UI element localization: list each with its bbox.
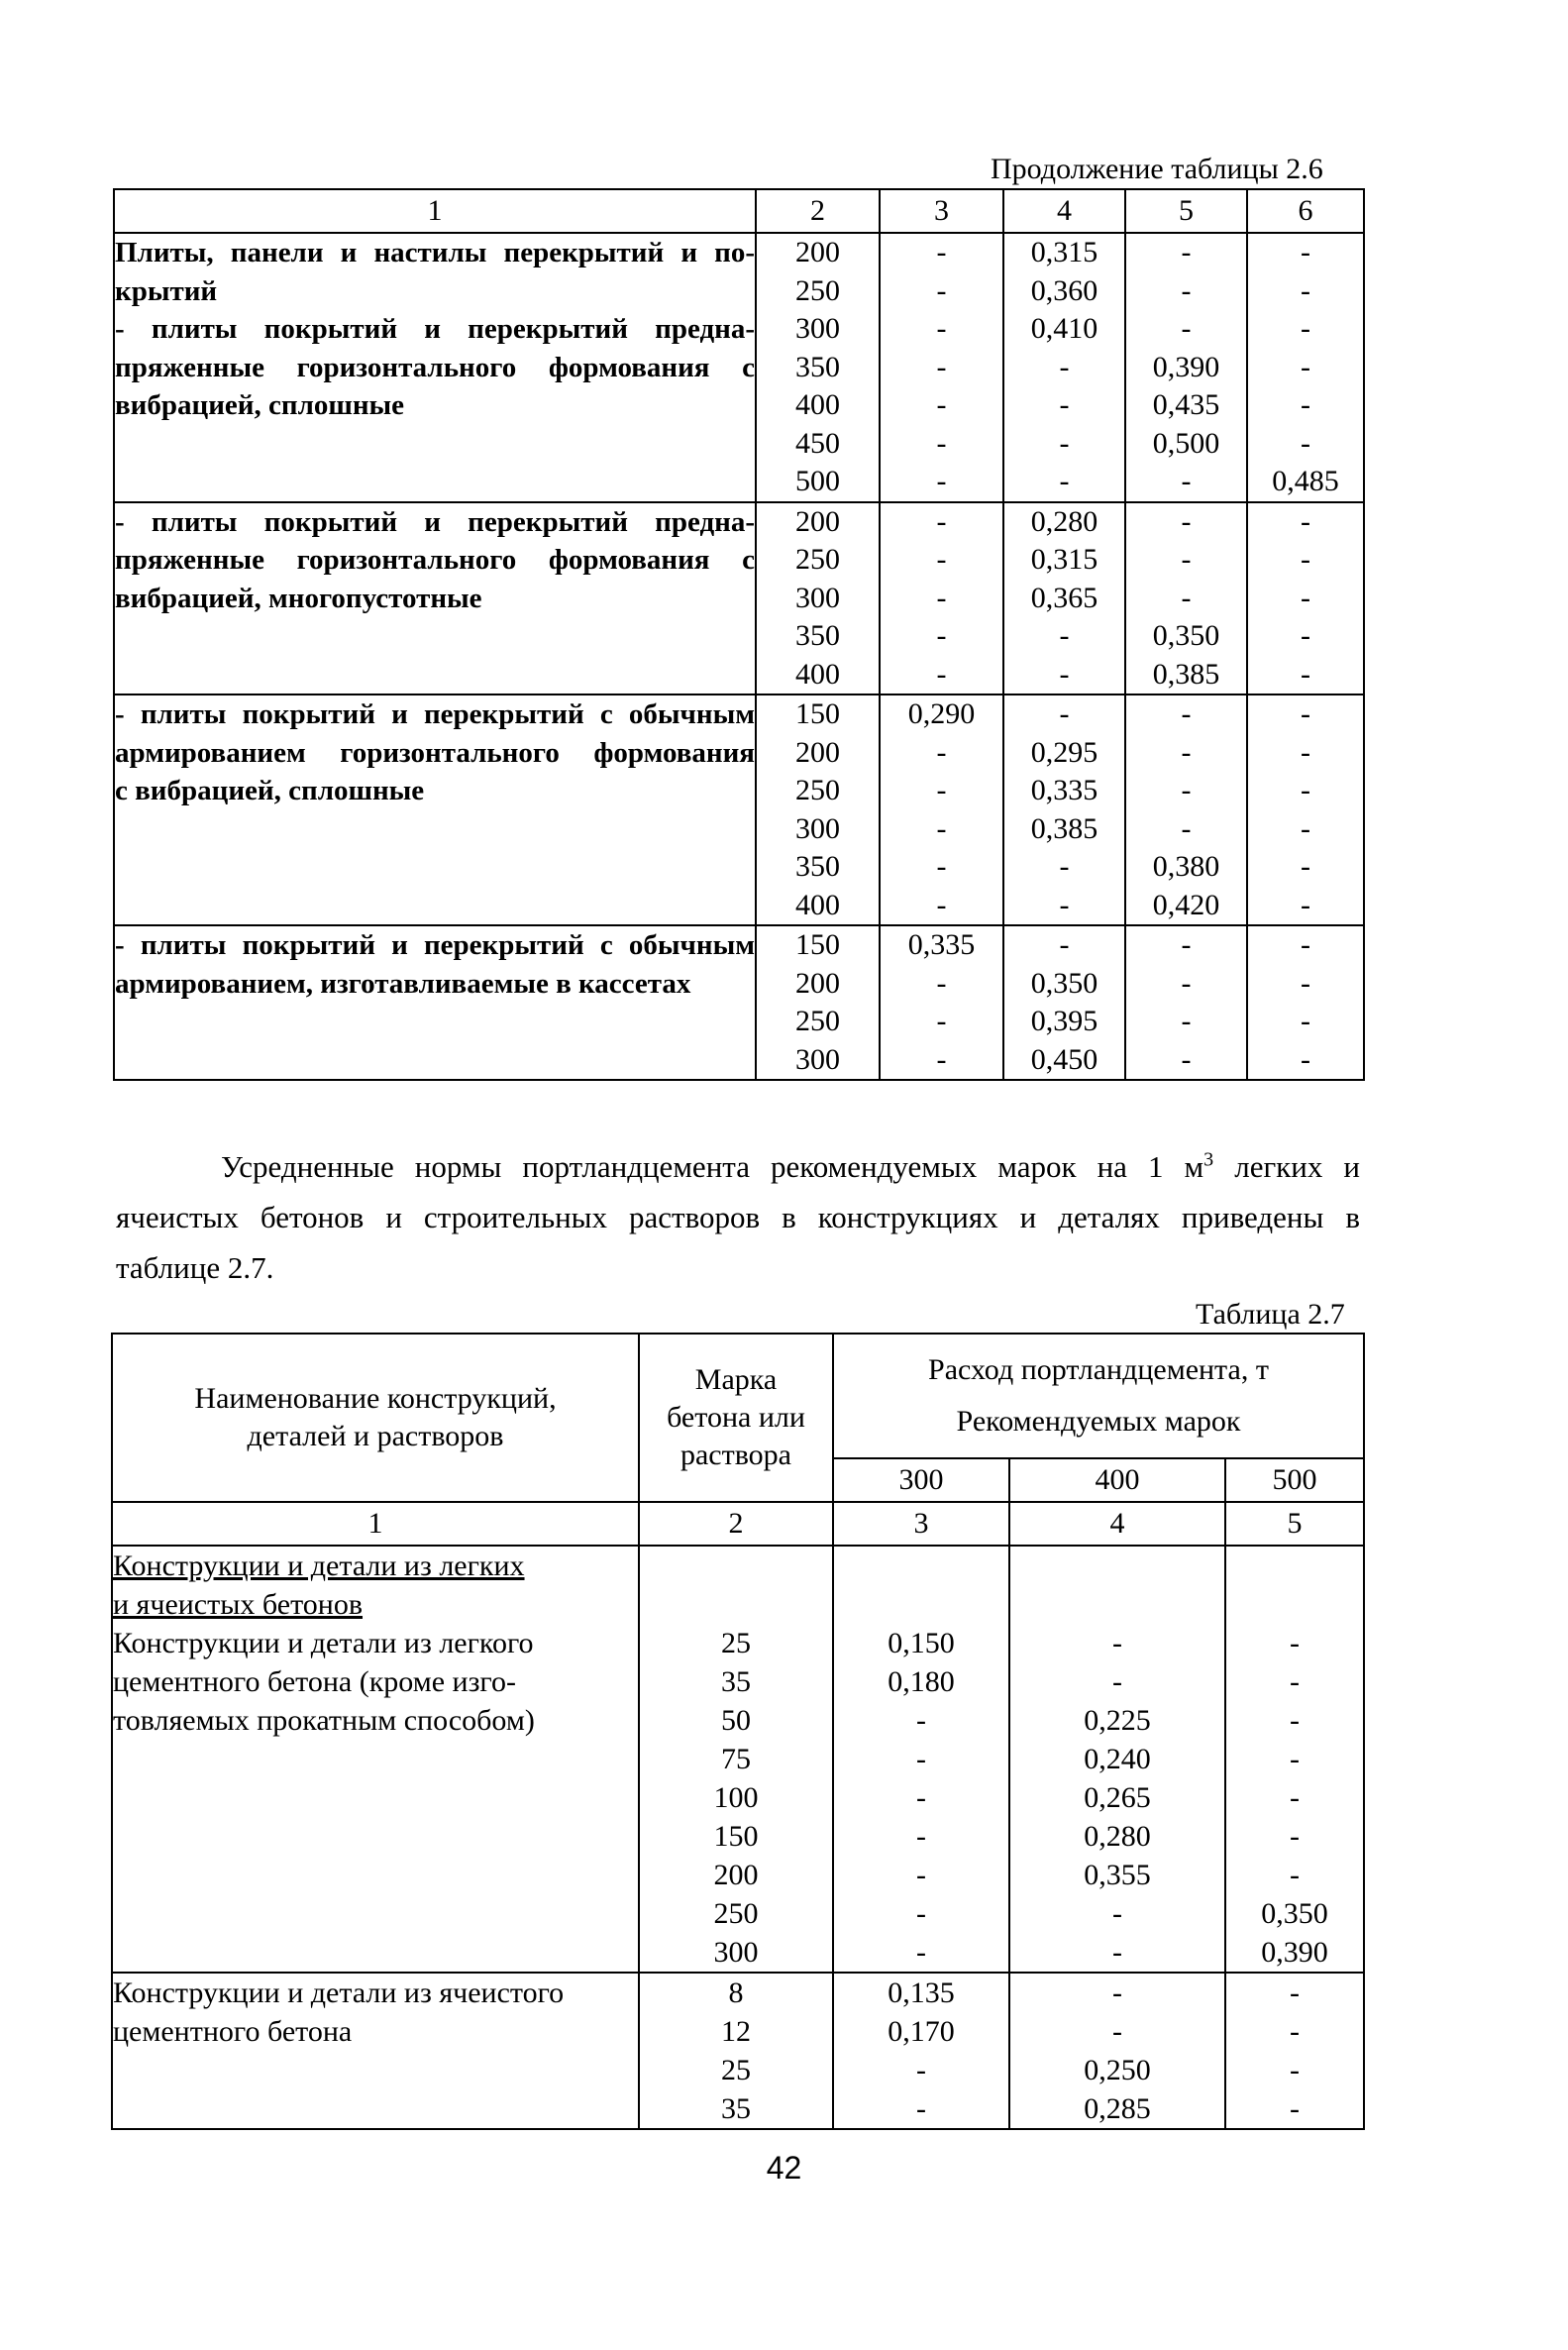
table-cell: 0,250: [1084, 2054, 1151, 2086]
table-cell: -: [1181, 312, 1192, 345]
table-cell: -: [1290, 1627, 1300, 1659]
table-cell: -: [1181, 966, 1192, 1000]
description-line: - плиты покрытий и перекрытий предна-: [115, 505, 755, 538]
table-cell: 450: [795, 426, 840, 460]
description-line: - плиты покрытий и перекрытий с обычным: [115, 929, 755, 961]
table-cell: -: [1181, 774, 1192, 806]
table-2-7-caption: Таблица 2.7: [1196, 1298, 1345, 1331]
blank-line: [834, 1585, 1008, 1624]
table-cell: -: [1301, 236, 1310, 268]
table-cell: -: [916, 2092, 926, 2125]
header-row: [114, 189, 1364, 233]
column-number: 2: [639, 1502, 833, 1546]
value-column-4: [1003, 502, 1125, 695]
table-cell: 0,280: [1084, 1820, 1151, 1853]
table-cell: -: [916, 1897, 926, 1930]
value-column-6: [1247, 502, 1364, 695]
value-column-4: [1003, 694, 1125, 925]
blank-line: [1226, 1547, 1363, 1585]
table-cell: -: [1301, 581, 1310, 614]
table-cell: 0,225: [1084, 1704, 1151, 1737]
table-row: [112, 1546, 1364, 1973]
table-cell: -: [1290, 1820, 1300, 1853]
table-cell: -: [916, 1743, 926, 1775]
table-cell: 250: [795, 774, 840, 806]
table-cell: -: [1301, 504, 1310, 538]
table-cell: 0,285: [1084, 2092, 1151, 2125]
description-line: крытий: [115, 274, 218, 307]
table-cell: -: [1290, 1665, 1300, 1698]
value-column-2: [756, 233, 880, 502]
table-cell: -: [1290, 1976, 1300, 2009]
col-consumption-header-line: Рекомендуемых марок: [956, 1405, 1241, 1438]
value-column-3: [880, 233, 1003, 502]
table-cell: -: [1290, 1704, 1300, 1737]
table-cell: -: [936, 1005, 947, 1037]
table-cell: -: [1301, 1005, 1310, 1037]
column-header: 2: [756, 189, 880, 233]
row-description: [114, 233, 756, 502]
description-line: вибрацией, многопустотные: [115, 582, 482, 614]
table-cell: 300: [795, 312, 840, 345]
table-cell: 150: [795, 928, 840, 961]
table-cell: 0,135: [888, 1976, 955, 2009]
value-column-3: [833, 1973, 1009, 2129]
table-cell: -: [1290, 2092, 1300, 2125]
paragraph-line-1: [116, 1141, 1360, 1192]
table-cell: -: [916, 2054, 926, 2086]
section-title: Конструкции и детали из легких: [113, 1549, 525, 1582]
table-cell: 200: [795, 504, 840, 538]
col-consumption-header: [833, 1334, 1364, 1458]
blank-line: [640, 1547, 832, 1585]
column-number: 5: [1225, 1502, 1364, 1546]
table-cell: -: [1301, 966, 1310, 1000]
value-column-6: [1247, 694, 1364, 925]
table-cell: -: [936, 236, 947, 268]
value-column-5: [1125, 233, 1247, 502]
table-cell: 0,335: [907, 928, 976, 961]
table-cell: -: [936, 966, 947, 1000]
table-cell: -: [1301, 657, 1310, 691]
value-column-6: [1247, 925, 1364, 1080]
description-line: с вибрацией, сплошные: [115, 775, 425, 806]
column-header: 3: [880, 189, 1003, 233]
table-cell: 300: [795, 1042, 840, 1076]
table-cell: 250: [795, 1005, 840, 1037]
table-cell: -: [916, 1781, 926, 1814]
paragraph-text-b: легких и: [1213, 1149, 1360, 1184]
table-cell: 500: [795, 465, 840, 497]
value-column-2: [639, 1546, 833, 1973]
row-description: [112, 1546, 639, 1973]
table-cell: 0,395: [1030, 1005, 1098, 1037]
table-cell: 0,385: [1030, 811, 1098, 845]
column-number: 1: [112, 1502, 639, 1546]
paragraph-line-3: таблице 2.7.: [116, 1250, 274, 1285]
table-cell: 0,380: [1152, 850, 1220, 883]
table-cell: 0,350: [1152, 619, 1220, 652]
column-header: 4: [1003, 189, 1125, 233]
table-cell: -: [1290, 1859, 1300, 1891]
col-grade-header: [639, 1334, 833, 1502]
value-column-3: [880, 694, 1003, 925]
description-line: товляемых прокатным способом): [113, 1704, 535, 1737]
table-cell: 8: [728, 1976, 744, 2009]
description-line: - плиты покрытий и перекрытий предна-: [115, 313, 755, 345]
table-cell: 0,280: [1030, 504, 1098, 538]
table-cell: -: [1059, 928, 1070, 961]
description-line: Конструкции и детали из ячеистого: [113, 1976, 565, 2009]
table-cell: -: [1301, 697, 1310, 730]
description-line: армированием, изготавливаемые в кассетах: [115, 967, 691, 1000]
table-cell: -: [1301, 350, 1310, 383]
table-cell: -: [1181, 465, 1192, 497]
table-cell: -: [1059, 388, 1070, 421]
table-cell: -: [936, 619, 947, 652]
table-cell: -: [936, 774, 947, 806]
table-cell: -: [1290, 1743, 1300, 1775]
table-cell: -: [1059, 619, 1070, 652]
col-consumption-header-line: Расход портландцемента, т: [928, 1353, 1269, 1386]
mark-400-header: 400: [1009, 1458, 1225, 1502]
table-cell: 0,435: [1152, 388, 1220, 421]
table-cell: -: [1301, 543, 1310, 576]
table-cell: 0,385: [1152, 657, 1220, 691]
col-grade-header-line: бетона или: [667, 1401, 805, 1434]
paragraph-text-a: Усредненные нормы портландцемента рекомендуемых марок на 1 м: [221, 1149, 1204, 1184]
table-cell: 0,500: [1152, 426, 1220, 460]
paragraph-line-2: ячеистых бетонов и строительных растворов в конструкциях и деталях приведены в: [116, 1200, 1360, 1234]
table-cell: -: [1059, 350, 1070, 383]
table-cell: -: [1059, 888, 1070, 921]
table-cell: -: [1290, 1781, 1300, 1814]
table-cell: -: [1301, 850, 1310, 883]
table-cell: -: [1181, 811, 1192, 845]
table-cell: -: [1112, 1976, 1122, 2009]
intro-paragraph: [116, 1141, 1360, 1293]
table-cell: 0,390: [1261, 1936, 1328, 1969]
table-cell: -: [1301, 619, 1310, 652]
table-cell: -: [936, 581, 947, 614]
table-cell: 35: [721, 2092, 751, 2125]
table-cell: 300: [795, 581, 840, 614]
table-cell: -: [1112, 1665, 1122, 1698]
table-cell: 0,170: [888, 2015, 955, 2048]
blank-line: [1010, 1547, 1224, 1585]
table-cell: 250: [713, 1897, 759, 1930]
table-cell: -: [1181, 273, 1192, 307]
value-column-5: [1125, 502, 1247, 695]
value-column-4: [1003, 925, 1125, 1080]
table-cell: -: [916, 1936, 926, 1969]
table-cell: -: [1181, 504, 1192, 538]
table-cell: 250: [795, 273, 840, 307]
row-description: [114, 694, 756, 925]
mark-500-header: 500: [1225, 1458, 1364, 1502]
table-cell: 0,240: [1084, 1743, 1151, 1775]
col-grade-header-line: Марка: [694, 1363, 778, 1396]
table-cell: -: [1059, 697, 1070, 730]
table-cell: -: [936, 388, 947, 421]
column-number: 4: [1009, 1502, 1225, 1546]
table-row: [114, 694, 1364, 925]
table-cell: 0,350: [1261, 1897, 1328, 1930]
table-cell: 350: [795, 619, 840, 652]
description-line: цементного бетона: [113, 2015, 353, 2048]
table-cell: 0,450: [1030, 1042, 1098, 1076]
blank-line: [1010, 1585, 1224, 1624]
table-cell: -: [936, 312, 947, 345]
col-name-header-line: деталей и растворов: [247, 1420, 504, 1452]
value-column-2: [756, 925, 880, 1080]
value-column-4: [1009, 1973, 1225, 2129]
table-cell: -: [1059, 465, 1070, 497]
table-cell: 150: [713, 1820, 759, 1853]
table-cell: -: [936, 273, 947, 307]
description-line: Конструкции и детали из легкого: [113, 1627, 534, 1659]
table-cell: -: [936, 811, 947, 845]
table-cell: 350: [795, 350, 840, 383]
description-line: пряженные горизонтального формования с: [115, 351, 755, 383]
table-cell: 0,315: [1030, 543, 1098, 576]
table-cell: 0,315: [1030, 236, 1098, 268]
table-cell: -: [1181, 236, 1192, 268]
table-cell: 0,335: [1030, 774, 1098, 806]
description-line: цементного бетона (кроме изго-: [113, 1665, 516, 1698]
table-cell: -: [916, 1859, 926, 1891]
table-cell: -: [1112, 1627, 1122, 1659]
table-cell: 0,420: [1152, 888, 1220, 921]
table-cell: -: [1301, 735, 1310, 769]
section-title: и ячеистых бетонов: [113, 1588, 364, 1621]
table-cell: 350: [795, 850, 840, 883]
column-number-row: [112, 1502, 1364, 1546]
value-column-3: [880, 925, 1003, 1080]
value-column-3: [880, 502, 1003, 695]
table-cell: 400: [795, 657, 840, 691]
table-cell: 0,485: [1272, 465, 1339, 497]
table-cell: -: [1059, 657, 1070, 691]
table-cell: -: [1181, 928, 1192, 961]
table-cell: 25: [721, 2054, 751, 2086]
row-description: [114, 925, 756, 1080]
table-cell: 0,290: [907, 697, 976, 730]
page-number: 42: [766, 2150, 802, 2186]
table-cell: -: [936, 850, 947, 883]
column-number: 3: [833, 1502, 1009, 1546]
col-grade-header-line: раствора: [679, 1439, 792, 1471]
table-cell: 75: [721, 1743, 751, 1775]
table-cell: -: [1181, 1005, 1192, 1037]
mark-300-header: 300: [833, 1458, 1009, 1502]
table-cell: -: [1301, 312, 1310, 345]
table-2-6-caption: Продолжение таблицы 2.6: [991, 153, 1323, 185]
table-row: [114, 233, 1364, 502]
table-row: [114, 925, 1364, 1080]
row-description: [112, 1973, 639, 2129]
value-column-5: [1225, 1973, 1364, 2129]
table-cell: -: [1181, 543, 1192, 576]
value-column-5: [1125, 925, 1247, 1080]
blank-line: [640, 1585, 832, 1624]
table-cell: 0,355: [1084, 1859, 1151, 1891]
table-cell: 300: [795, 811, 840, 845]
table-cell: -: [1112, 2015, 1122, 2048]
table-cell: -: [1181, 697, 1192, 730]
table-cell: 0,150: [888, 1627, 955, 1659]
value-column-5: [1225, 1546, 1364, 1973]
table-cell: -: [1301, 426, 1310, 460]
description-line: Плиты, панели и настилы перекрытий и по-: [115, 237, 755, 268]
value-column-2: [756, 502, 880, 695]
value-column-5: [1125, 694, 1247, 925]
table-cell: -: [916, 1704, 926, 1737]
table-cell: 100: [713, 1781, 759, 1814]
table-cell: 12: [721, 2015, 751, 2048]
table-cell: -: [936, 543, 947, 576]
table-cell: 250: [795, 543, 840, 576]
table-cell: -: [936, 465, 947, 497]
table-cell: -: [1059, 850, 1070, 883]
value-column-2: [639, 1973, 833, 2129]
table-cell: -: [936, 504, 947, 538]
table-cell: 50: [721, 1704, 751, 1737]
column-header: 5: [1125, 189, 1247, 233]
cubic-superscript: 3: [1203, 1148, 1214, 1171]
table-cell: 200: [713, 1859, 759, 1891]
column-header: 1: [114, 189, 756, 233]
table-cell: 0,295: [1030, 735, 1098, 769]
table-cell: -: [936, 888, 947, 921]
table-cell: -: [936, 426, 947, 460]
table-row: [114, 502, 1364, 695]
table-cell: 400: [795, 888, 840, 921]
table-cell: 0,390: [1152, 350, 1220, 383]
table-cell: 200: [795, 966, 840, 1000]
table-cell: 0,350: [1030, 966, 1098, 1000]
blank-line: [834, 1547, 1008, 1585]
value-column-3: [833, 1546, 1009, 1973]
description-line: пряженные горизонтального формования с: [115, 544, 755, 576]
table-cell: -: [1290, 2054, 1300, 2086]
table-cell: 0,365: [1030, 581, 1098, 614]
table-cell: -: [1301, 1042, 1310, 1076]
table-2-6: [113, 188, 1365, 1081]
table-cell: -: [1290, 2015, 1300, 2048]
table-cell: -: [936, 1042, 947, 1076]
table-cell: 0,180: [888, 1665, 955, 1698]
description-line: вибрацией, сплошные: [115, 389, 405, 421]
table-row: [112, 1973, 1364, 2129]
table-cell: -: [936, 350, 947, 383]
table-cell: 200: [795, 735, 840, 769]
table-cell: -: [1301, 273, 1310, 307]
table-cell: 200: [795, 236, 840, 268]
blank-line: [1226, 1585, 1363, 1624]
table-cell: 300: [713, 1936, 759, 1969]
table-cell: -: [1181, 1042, 1192, 1076]
description-line: армированием горизонтального формования: [115, 736, 755, 769]
table-cell: -: [1301, 811, 1310, 845]
value-column-6: [1247, 233, 1364, 502]
table-cell: 400: [795, 388, 840, 421]
table-cell: -: [1112, 1897, 1122, 1930]
table-cell: 0,360: [1030, 273, 1098, 307]
table-cell: 25: [721, 1627, 751, 1659]
col-name-header-line: Наименование конструкций,: [194, 1382, 557, 1415]
table-cell: -: [1059, 426, 1070, 460]
table-cell: -: [1181, 735, 1192, 769]
table-cell: -: [936, 657, 947, 691]
table-2-7: [111, 1333, 1365, 2130]
table-cell: -: [1112, 1936, 1122, 1969]
table-cell: 150: [795, 697, 840, 730]
value-column-2: [756, 694, 880, 925]
column-header: 6: [1247, 189, 1364, 233]
table-cell: 0,410: [1030, 312, 1098, 345]
table-cell: -: [916, 1820, 926, 1853]
value-column-4: [1003, 233, 1125, 502]
table-cell: -: [936, 735, 947, 769]
table-cell: 0,265: [1084, 1781, 1151, 1814]
table-cell: -: [1301, 774, 1310, 806]
table-cell: -: [1301, 388, 1310, 421]
table-cell: -: [1301, 928, 1310, 961]
value-column-4: [1009, 1546, 1225, 1973]
table-cell: -: [1301, 888, 1310, 921]
col-name-header: [112, 1334, 639, 1502]
table-cell: 35: [721, 1665, 751, 1698]
row-description: [114, 502, 756, 695]
table-cell: -: [1181, 581, 1192, 614]
description-line: - плиты покрытий и перекрытий с обычным: [115, 698, 755, 730]
